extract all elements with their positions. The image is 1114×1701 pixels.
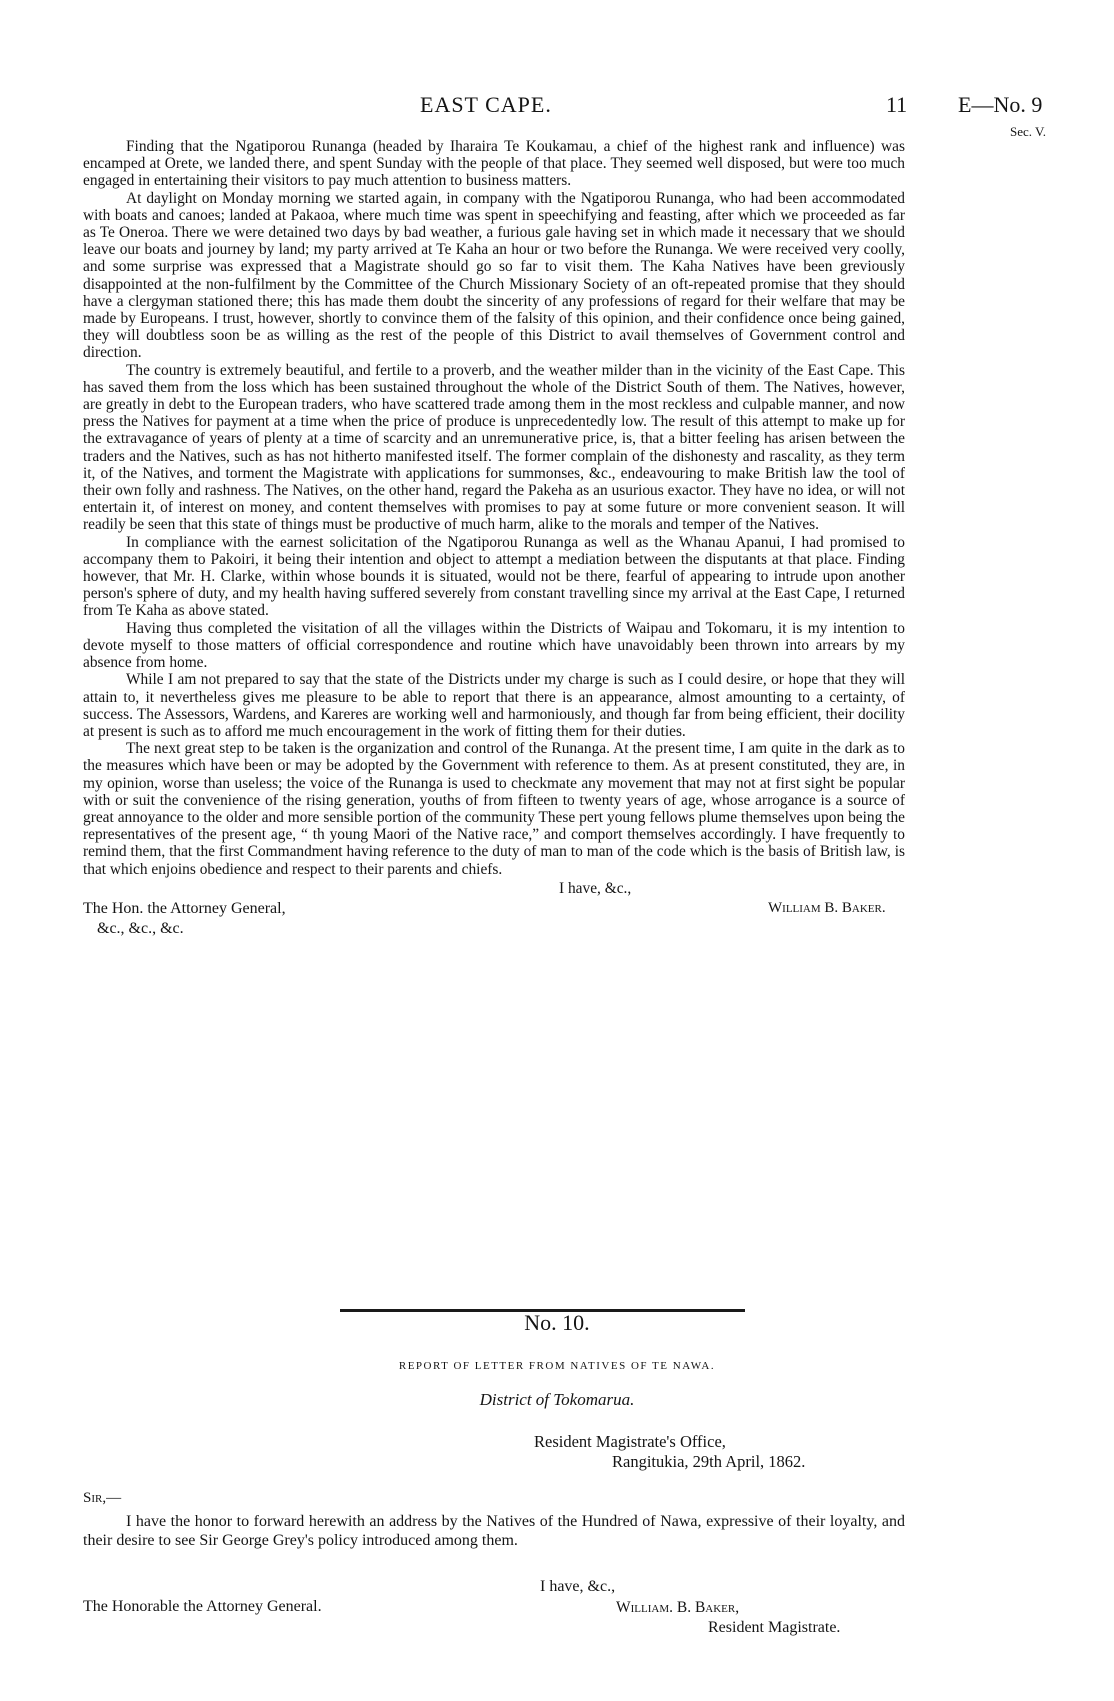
signature: William B. Baker. [768,899,886,916]
letter-closing: I have, &c., [540,1578,616,1595]
office-address [534,1432,805,1472]
report-signoff [83,880,905,940]
paragraph: At daylight on Monday morning we started again, in company with the Ngatiporou Runanga, who had been accommodated with boats and canoes; landed at Pakaoa, where much time was spent in speechifying and feasting, after which we proceeded as far as Te Oneroa. There we were detained two days by bad weather, a furious gale having set in which made it necessary that we should leave our boats and journey by land; my party arrived at Te Kaha an hour or two before the Runanga. We were received very coolly, and some surprise was expressed that a Magistrate should go so far to visit them. The Kaha Natives have been greviously disappointed at the non-fulfilment by the Committee of the Church Missionary Society of an oft-repeated promise that they should have a clergyman stationed there; this has made them doubt the sincerity of any professions of regard for their welfare that may be made by Europeans. I trust, however, shortly to convince them of the falsity of this opinion, and their confidence once being gained, they will doubtless soon be as willing as the rest of the people of this District to avail themselves of Government control and direction. [83,189,905,362]
salutation: Sir,— [83,1490,122,1506]
district-line: District of Tokomarua. [479,1390,635,1409]
paragraph: In compliance with the earnest solicitation of the Ngatiporou Runanga as well as the Whanau Apanui, I had promised to accompany them to Pakoiri, it being their intention and object to attempt a mediation between the disputants at that place. Finding however, that Mr. H. Clarke, within whose bounds it is situated, would not be there, fearful of appearing to intrude upon another person's sphere of duty, and my health having suffered severely from constant travelling since my arrival at the East Cape, I returned from Te Kaha as above stated. [83,533,905,620]
report-body [83,138,905,940]
document-heading: REPORT OF LETTER FROM NATIVES OF TE NAWA. [398,1360,716,1372]
document-reference: E—No. 9 [958,92,1043,117]
running-head [0,92,1114,139]
section-label: Sec. V. [1010,124,1046,139]
paragraph: Finding that the Ngatiporou Runanga (headed by Iharaira Te Koukamau, a chief of the highest rank and influence) was encamped at Orete, we landed there, and spent Sunday with the people of that place. They seemed well disposed, but were too much engaged in entertaining their visitors to pay much attention to business matters. [83,138,905,190]
page-number: 11 [886,92,908,117]
office-line: Resident Magistrate's Office, [534,1432,726,1451]
date-line: Rangitukia, 29th April, 1862. [612,1452,806,1471]
paragraph: Having thus completed the visitation of all the villages within the Districts of Waipau and Tokomaru, it is my intention to devote myself to those matters of official correspondence and routine which have unavoidably been thrown into arrears by my absence from home. [83,619,905,672]
document-number: No. 10. [524,1310,590,1335]
addressee-etc: &c., &c., &c. [97,919,184,937]
signature-title: Resident Magistrate. [708,1619,841,1636]
page-title: EAST CAPE. [420,92,552,117]
letter-addressee: The Honorable the Attorney General. [83,1598,322,1615]
paragraph: The country is extremely beautiful, and fertile to a proverb, and the weather milder than in the vicinity of the East Cape. This has saved them from the loss which has been sustained throughout the whole of the District South of them. The Natives, however, are greatly in debt to the European traders, who have scattered trade among them in the most reckless and culpable manner, and now press the Natives for payment at a time when the price of produce is unprecedentedly low. The result of this attempt to make up for the extravagance of years of plenty at a time of scarcity and an unremunerative price, is, that a bitter feeling has arisen between the traders and the Natives, such as has not hitherto manifested itself. The former complain of the dishonesty and rascality, as they term it, of the Natives, and torment the Magistrate with applications for summonses, &c., endeavouring to make British law the tool of their own folly and rashness. The Natives, on the other hand, regard the Pakeha as an usurious exactor. They have no idea, or will not entertain it, of interest on money, and content themselves with promises to pay at some future or more convenient season. It will readily be seen that this state of things must be productive of much harm, alike to the morals and temper of the Natives. [83,361,905,534]
letter-signature: William. B. Baker, [616,1599,740,1616]
addressee: The Hon. the Attorney General, [83,899,286,917]
paragraph: The next great step to be taken is the organization and control of the Runanga. At the present time, I am quite in the dark as to the measures which have been or may be adopted by the Government with reference to them. As at present constituted, they are, in my opinion, worse than useless; the voice of the Runanga is used to checkmate any movement that may not at first sight be popular with or suit the convenience of the rising generation, youths of from fifteen to twenty years of age, whose arrogance is a source of great annoyance to the older and more sensible portion of the community These pert young fellows plume themselves upon being the representatives of the present age, “ th young Maori of the Native race,” and comport themselves accordingly. I have frequently to remind them, that the first Commandment having reference to the duty of man to man of the code which is the basis of British law, is that which enjoins obedience and respect to their parents and chiefs. [83,740,905,878]
paragraph: While I am not prepared to say that the state of the Districts under my charge is such as I could desire, or hope that they will attain to, it nevertheless gives me pleasure to be able to report that there is an appearance, almost amounting to a certainty, of success. The Assessors, Wardens, and Kareres are working well and harmoniously, and though far from being efficient, their docility at present is such as to afford me much encouragement in the work of fitting them for their duties. [83,671,905,740]
letter-body: I have the honor to forward herewith an address by the Natives of the Hundred of Nawa, expressive of their loyalty, and their desire to see Sir George Grey's policy introduced among them. [83,1513,905,1549]
letter-signature-block [616,1598,840,1638]
closing: I have, &c., [559,879,632,897]
